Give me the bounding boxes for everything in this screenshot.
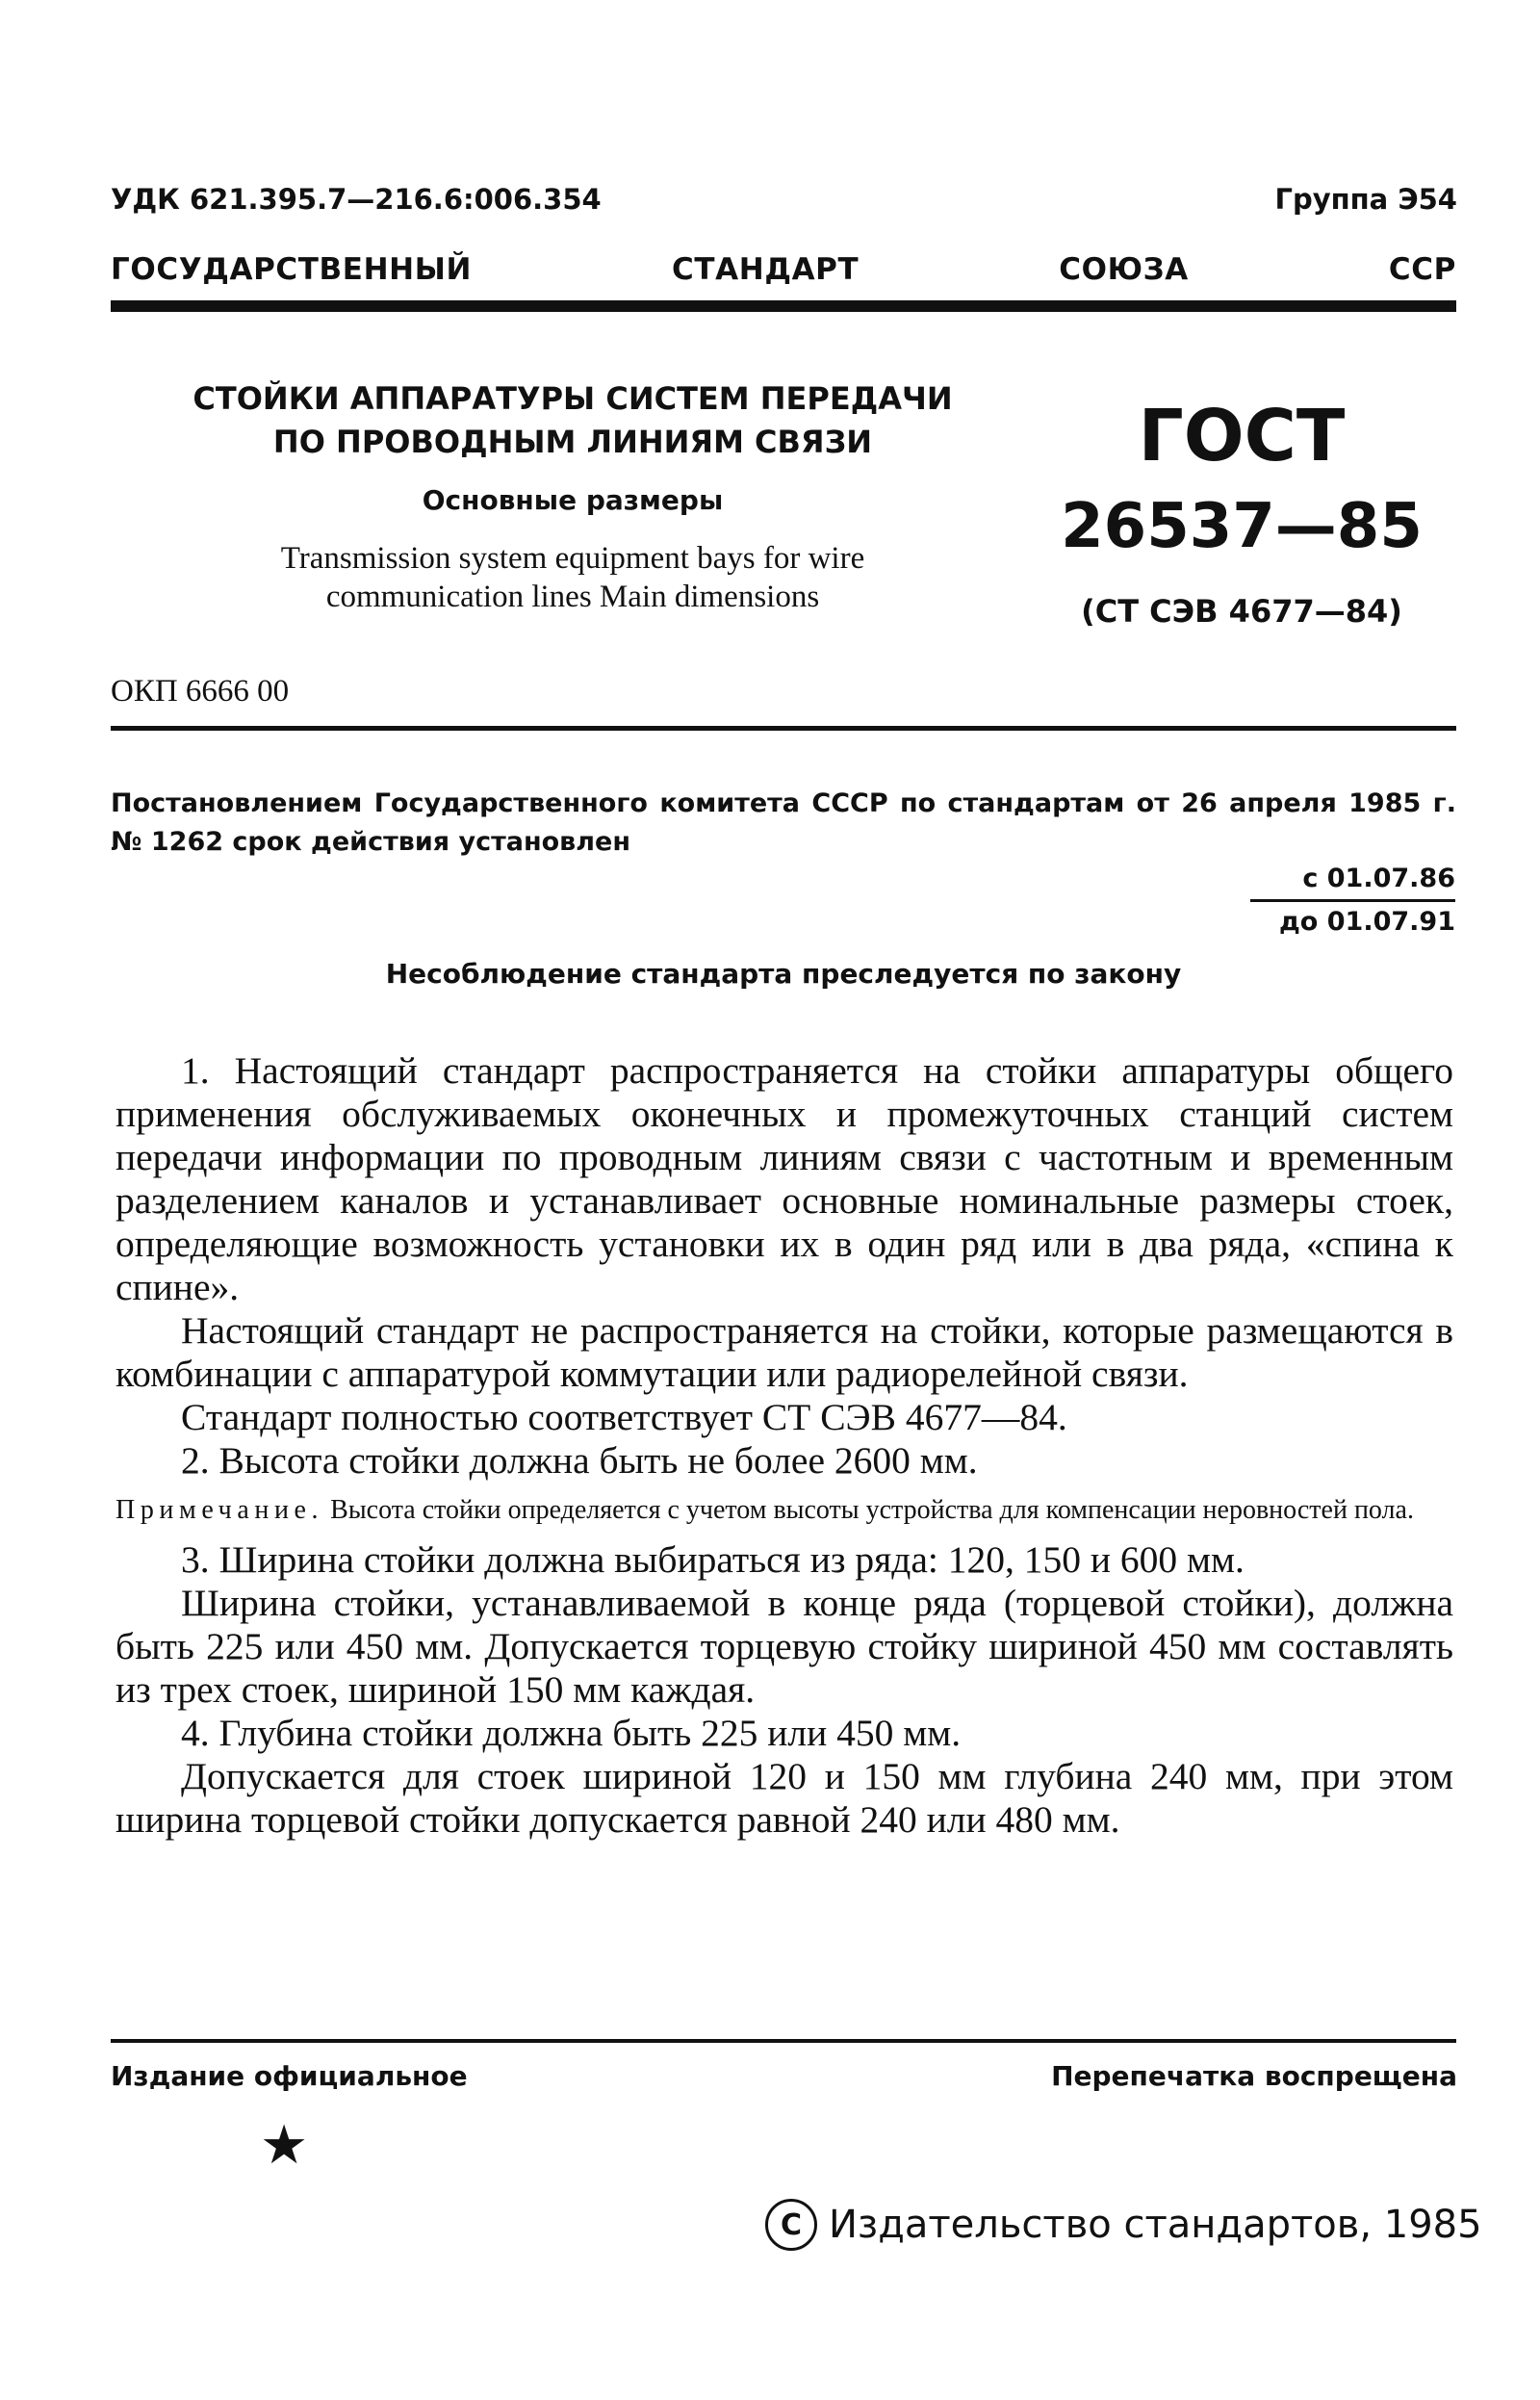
body-paragraph: Ширина стойки, устанавливаемой в конце ряда (торцевой стойки), должна быть 225 или 450 мм. Допускается торцевую стойку шириной 450 мм составлять из трех стоек, шириной 150 мм каждая. bbox=[116, 1582, 1453, 1711]
english-title-line: communication lines Main dimensions bbox=[325, 580, 820, 614]
body-paragraph: Допускается для стоек шириной 120 и 150 мм глубина 240 мм, при этом ширина торцевой стойки допускается равной 240 или 480 мм. bbox=[116, 1755, 1453, 1841]
title-line: СТОЙКИ АППАРАТУРЫ СИСТЕМ ПЕРЕДАЧИ bbox=[192, 380, 953, 417]
standard-body bbox=[116, 1049, 1453, 1842]
note bbox=[116, 1494, 1453, 1527]
star-icon: ★ bbox=[260, 2114, 309, 2177]
body-paragraph: 3. Ширина стойки должна выбираться из ряда: 120, 150 и 600 мм. bbox=[181, 1538, 1245, 1581]
state-standard-word: СОЮЗА bbox=[1059, 252, 1189, 287]
group-code: Группа Э54 bbox=[1274, 183, 1457, 216]
udk-code: УДК 621.395.7—216.6:006.354 bbox=[111, 183, 602, 216]
body-paragraph: 4. Глубина стойки должна быть 225 или 450 мм. bbox=[181, 1712, 962, 1754]
document-subtitle: Основные размеры bbox=[422, 484, 724, 516]
law-notice: Несоблюдение стандарта преследуется по закону bbox=[385, 958, 1182, 990]
official-edition: Издание официальное bbox=[111, 2060, 468, 2092]
document-title bbox=[173, 377, 972, 464]
title-line: ПО ПРОВОДНЫМ ЛИНИЯМ СВЯЗИ bbox=[272, 424, 873, 460]
copyright-icon: C bbox=[765, 2199, 817, 2251]
header-divider bbox=[111, 300, 1456, 312]
publisher: Издательство стандартов, 1985 bbox=[829, 2203, 1482, 2247]
body-paragraph: 2. Высота стойки должна быть не более 2600 мм. bbox=[181, 1439, 978, 1482]
gost-label: ГОСТ bbox=[1138, 395, 1346, 477]
section-divider bbox=[111, 726, 1456, 731]
state-standard-word: ГОСУДАРСТВЕННЫЙ bbox=[111, 252, 473, 287]
english-title-line: Transmission system equipment bays for wire bbox=[280, 541, 865, 576]
okp-code: ОКП 6666 00 bbox=[111, 674, 290, 709]
state-standard-word: СТАНДАРТ bbox=[672, 252, 860, 287]
decree-text: Постановлением Государственного комитета СССР по стандартам от 26 апреля 1985 г. № 1262 срок действия установлен bbox=[111, 788, 1456, 857]
state-standard-word: ССР bbox=[1388, 252, 1456, 287]
cmea-standard-number: (СТ СЭВ 4677—84) bbox=[1081, 593, 1402, 630]
valid-to: до 01.07.91 bbox=[1250, 899, 1455, 942]
english-title bbox=[173, 539, 972, 616]
note-label: Примечание. bbox=[116, 1495, 324, 1525]
footer-divider bbox=[111, 2039, 1456, 2043]
copyright-line bbox=[765, 2199, 1482, 2251]
state-standard-header bbox=[111, 252, 1456, 287]
body-paragraph: Стандарт полностью соответствует СТ СЭВ 4677—84. bbox=[181, 1396, 1067, 1438]
validity-dates bbox=[1250, 859, 1455, 942]
valid-from: с 01.07.86 bbox=[1302, 864, 1455, 893]
body-paragraph: Настоящий стандарт не распространяется на стойки, которые размещаются в комбинации с аппаратурой коммутации или радиорелейной связи. bbox=[116, 1309, 1453, 1395]
body-paragraph: 1. Настоящий стандарт распространяется на стойки аппаратуры общего применения обслуживаемых оконечных и промежуточных станций систем передачи информации по проводным линиям связи с частотным и временным разделением каналов и устанавливает основные номинальные размеры стоек, определяющие возможность установки их в один ряд или в два ряда, «спина к спине». bbox=[116, 1049, 1453, 1308]
reprint-prohibited: Перепечатка воспрещена bbox=[1051, 2060, 1457, 2092]
note-text: Высота стойки определяется с учетом высоты устройства для компенсации неровностей пола. bbox=[330, 1495, 1414, 1525]
gost-number: 26537—85 bbox=[1061, 491, 1423, 562]
